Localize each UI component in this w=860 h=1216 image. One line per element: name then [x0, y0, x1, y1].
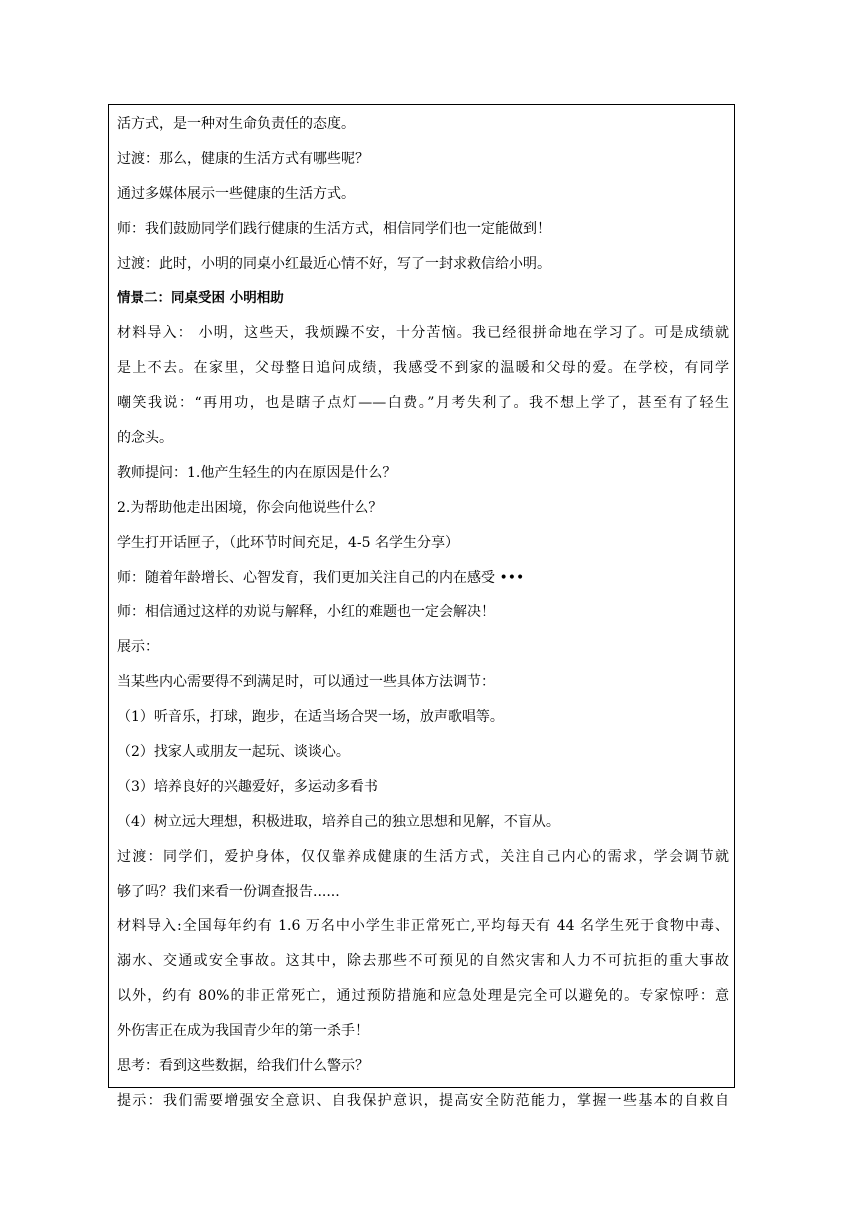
text-line: 提示：我们需要增强安全意识、自我保护意识，提高安全防范能力，掌握一些基本的自救自	[117, 1092, 729, 1109]
document-body	[117, 107, 729, 1119]
section-heading: 情景二：同桌受困 小明相助	[117, 290, 284, 307]
text-line: 活方式，是一种对生命负责任的态度。	[117, 116, 355, 132]
text-line: 学生打开话匣子，（此环节时间充足，4-5 名学生分享）	[117, 534, 459, 551]
text-line: 教师提问：1.他产生轻生的内在原因是什么？	[117, 464, 397, 481]
text-line: 师：相信通过这样的劝说与解释，小红的难题也一定会解决！	[117, 604, 495, 621]
text-line: 思考：看到这些数据，给我们什么警示？	[117, 1058, 369, 1075]
text-line: 材料导入:全国每年约有 1.6 万名中小学生非正常死亡,平均每天有 44 名学生死于食物中毒、	[117, 918, 729, 935]
text-line: 是上不去。在家里，父母整日追问成绩，我感受不到家的温暖和父母的爱。在学校，有同学	[117, 360, 729, 377]
text-line: 外伤害正在成为我国青少年的第一杀手！	[117, 1023, 369, 1040]
text-line: 的念头。	[117, 430, 173, 447]
text-line: 嘲笑我说：“再用功，也是瞎子点灯——白费。”月考失利了。我不想上学了，甚至有了轻生	[117, 395, 729, 412]
text-line: 当某些内心需要得不到满足时，可以通过一些具体方法调节：	[117, 674, 495, 691]
text-line: 2.为帮助他走出困境，你会向他说些什么？	[117, 499, 383, 516]
text-line: 够了吗？我们来看一份调查报告......	[117, 883, 340, 900]
text-line: 过渡：同学们，爱护身体，仅仅靠养成健康的生活方式，关注自己内心的需求，学会调节就	[117, 848, 729, 865]
text-line: 展示：	[117, 639, 159, 656]
text-line: 过渡：那么，健康的生活方式有哪些呢？	[117, 150, 369, 167]
text-line: 师：随着年龄增长、心智发育，我们更加关注自己的内在感受 •••	[117, 569, 525, 586]
list-item: （1）听音乐，打球，跑步，在适当场合哭一场，放声歌唱等。	[117, 709, 504, 726]
text-line: 材料导入： 小明，这些天，我烦躁不安，十分苦恼。我已经很拼命地在学习了。可是成绩就	[117, 325, 729, 342]
list-item: （3）培养良好的兴趣爱好，多运动多看书	[117, 778, 378, 795]
text-line: 以外，约有 80%的非正常死亡，通过预防措施和应急处理是完全可以避免的。专家惊呼：意	[117, 988, 729, 1005]
text-line: 师：我们鼓励同学们践行健康的生活方式，相信同学们也一定能做到！	[117, 220, 551, 237]
text-line: 通过多媒体展示一些健康的生活方式。	[117, 185, 355, 202]
text-line: 过渡：此时，小明的同桌小红最近心情不好，写了一封求救信给小明。	[117, 255, 551, 272]
list-item: （4）树立远大理想，积极进取，培养自己的独立思想和见解，不盲从。	[117, 813, 560, 830]
text-line: 溺水、交通或安全事故。这其中，除去那些不可预见的自然灾害和人力不可抗拒的重大事故	[117, 953, 729, 970]
list-item: （2）找家人或朋友一起玩、谈谈心。	[117, 744, 350, 761]
